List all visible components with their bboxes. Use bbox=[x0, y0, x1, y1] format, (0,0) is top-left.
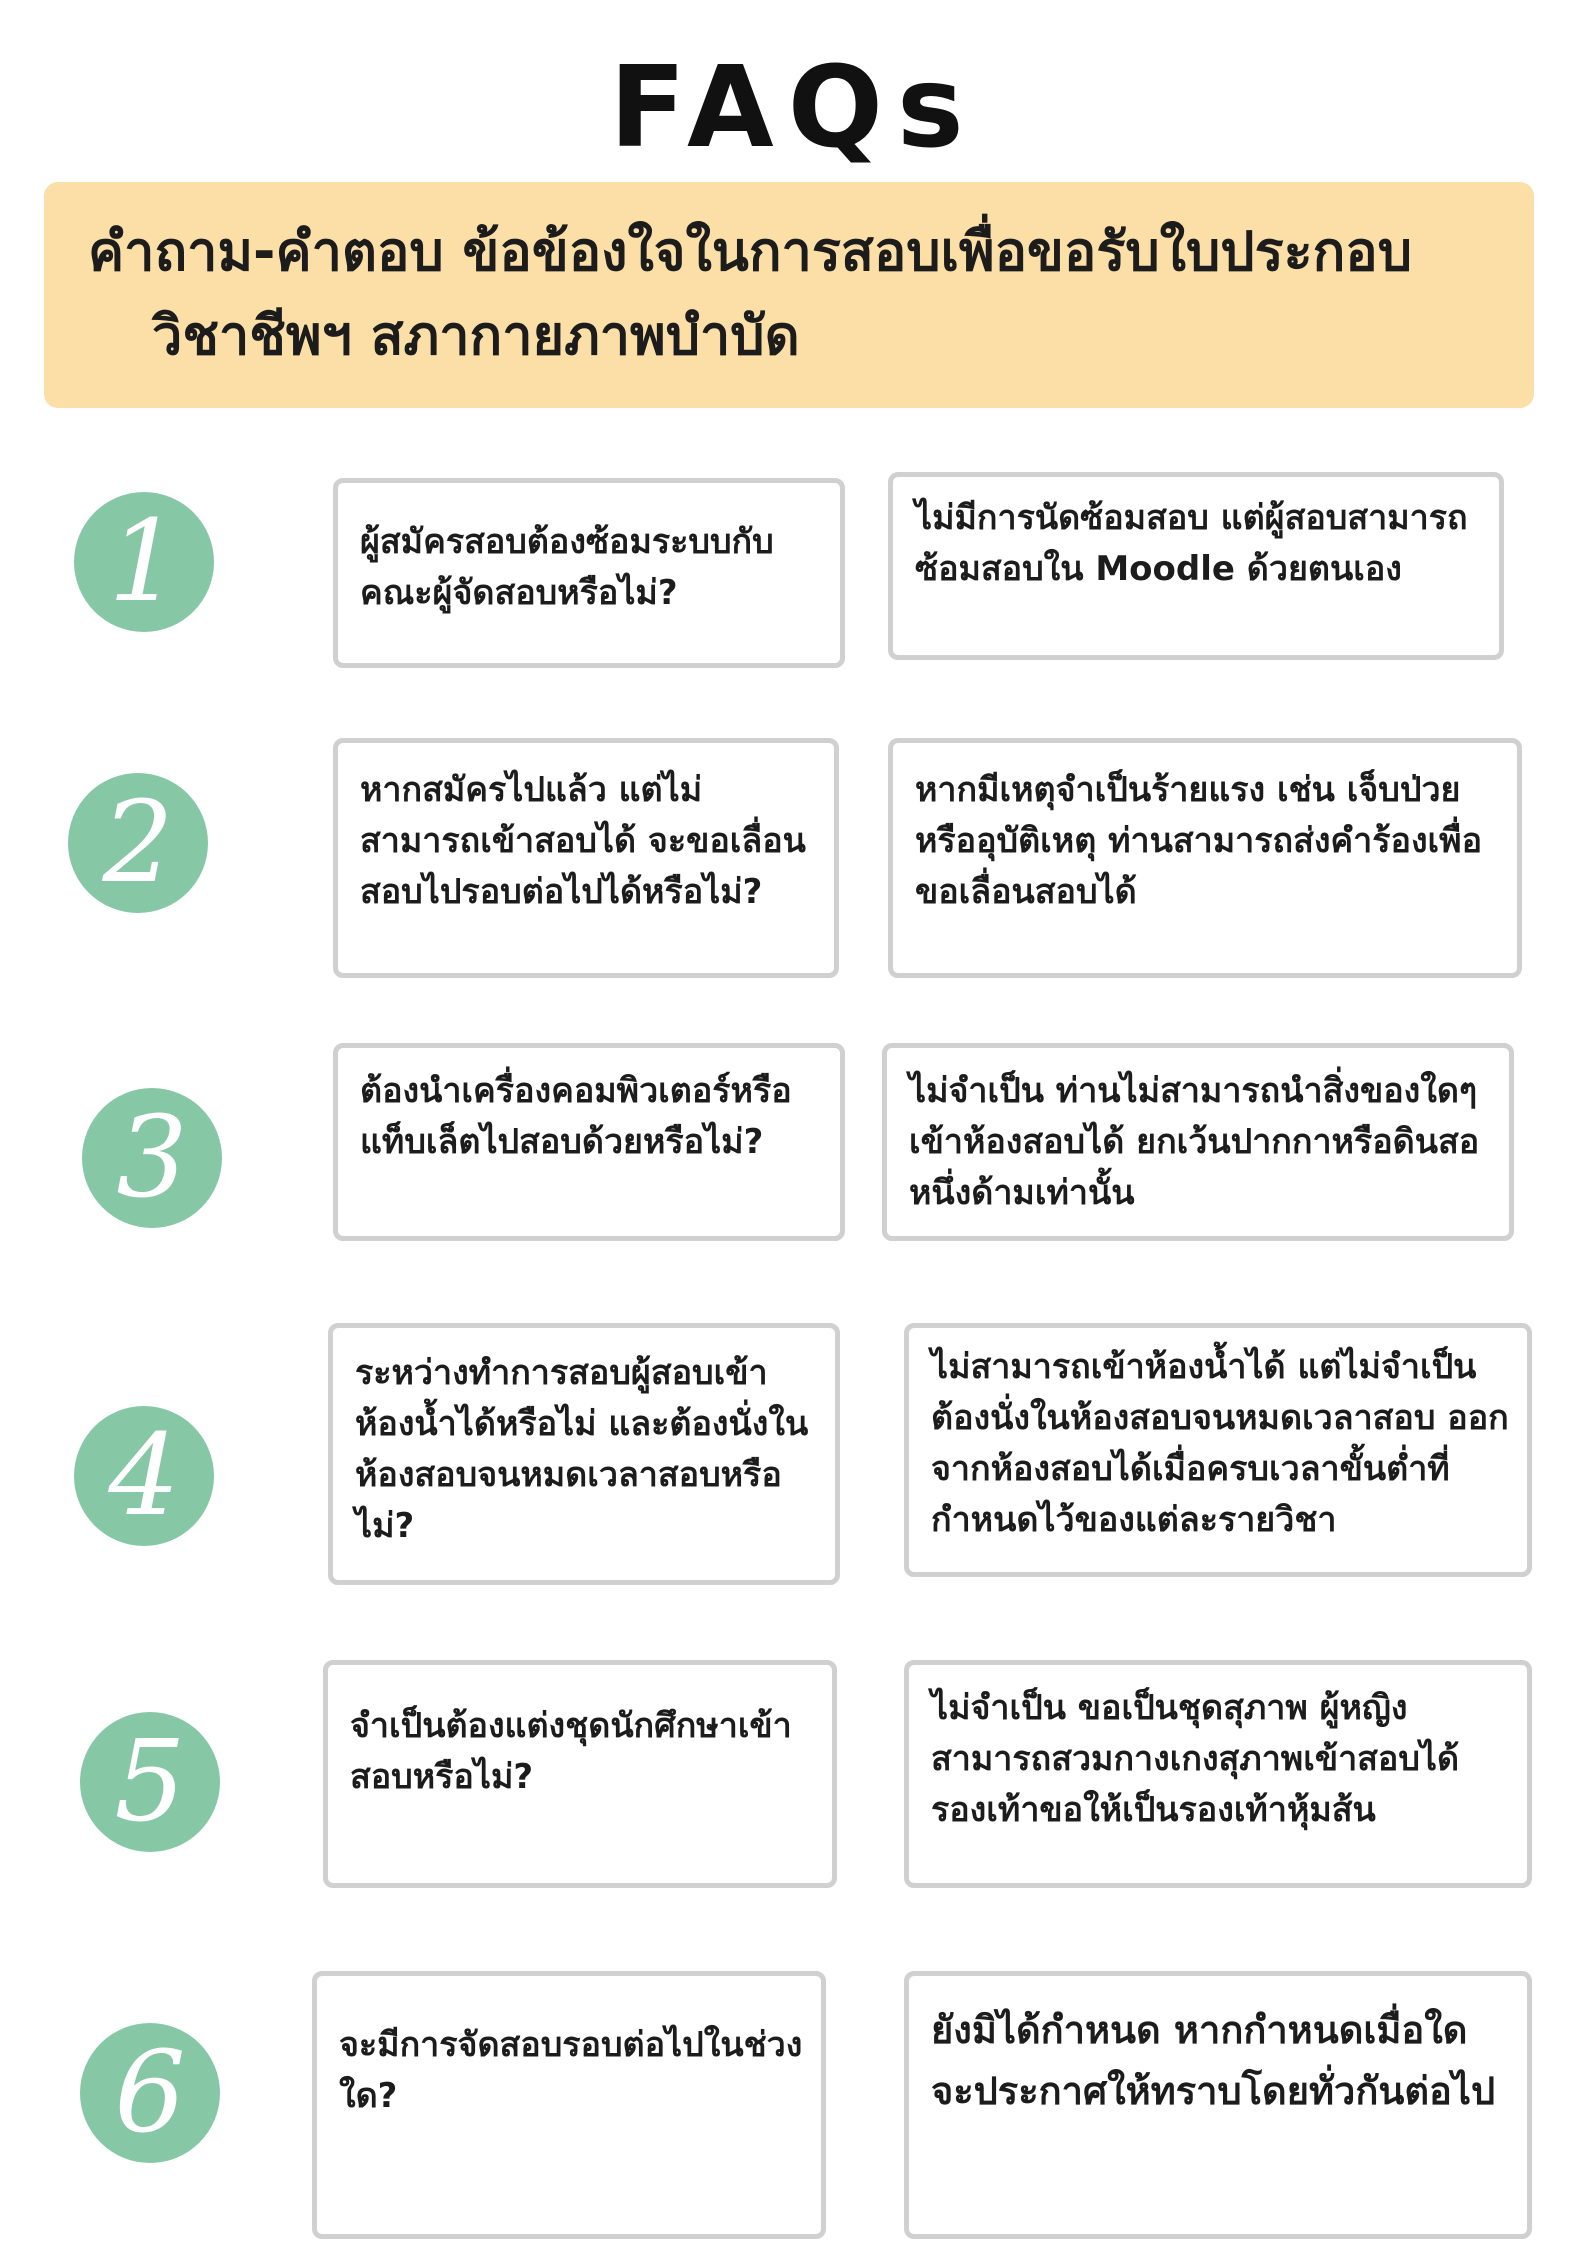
faq-6-question-card: จะมีการจัดสอบรอบต่อไปในช่วงใด? bbox=[312, 1971, 826, 2239]
faq-4-number-icon: 4 bbox=[74, 1406, 214, 1546]
page-title: FAQs bbox=[609, 43, 978, 173]
faq-5-answer-card: ไม่จำเป็น ขอเป็นชุดสุภาพ ผู้หญิงสามารถสวมกางเกงสุภาพเข้าสอบได้ รองเท้าขอให้เป็นรองเท้าหุ้มส้น bbox=[904, 1660, 1532, 1888]
faq-2-answer-card: หากมีเหตุจำเป็นร้ายแรง เช่น เจ็บป่วย หรืออุบัติเหตุ ท่านสามารถส่งคำร้องเพื่อขอเลื่อนสอบได้ bbox=[888, 738, 1522, 978]
faq-3-number-icon: 3 bbox=[82, 1088, 222, 1228]
faq-1-question-card: ผู้สมัครสอบต้องซ้อมระบบกับคณะผู้จัดสอบหรือไม่? bbox=[333, 478, 845, 668]
banner-line-1: คำถาม-คำตอบ ข้อข้องใจในการสอบเพื่อขอรับใบประกอบ bbox=[88, 220, 1412, 283]
faq-4-question-card: ระหว่างทำการสอบผู้สอบเข้าห้องน้ำได้หรือไม่ และต้องนั่งในห้องสอบจนหมดเวลาสอบหรือไม่? bbox=[328, 1323, 840, 1585]
header-banner bbox=[44, 182, 1534, 408]
faq-2-question-card: หากสมัครไปแล้ว แต่ไม่สามารถเข้าสอบได้ จะขอเลื่อนสอบไปรอบต่อไปได้หรือไม่? bbox=[333, 738, 839, 978]
faq-1-answer-card: ไม่มีการนัดซ้อมสอบ แต่ผู้สอบสามารถซ้อมสอบใน Moodle ด้วยตนเอง bbox=[888, 472, 1504, 660]
faq-3-answer-card: ไม่จำเป็น ท่านไม่สามารถนำสิ่งของใดๆ เข้าห้องสอบได้ ยกเว้นปากกาหรือดินสอหนึ่งด้ามเท่านั้น bbox=[882, 1043, 1514, 1241]
faq-3-question-card: ต้องนำเครื่องคอมพิวเตอร์หรือแท็บเล็ตไปสอบด้วยหรือไม่? bbox=[333, 1043, 845, 1241]
faq-5-question-card: จำเป็นต้องแต่งชุดนักศึกษาเข้าสอบหรือไม่? bbox=[323, 1660, 837, 1888]
banner-line-2: วิชาชีพฯ สภากายภาพบำบัด bbox=[152, 304, 800, 367]
faq-6-number-icon: 6 bbox=[80, 2023, 220, 2163]
faq-5-number-icon: 5 bbox=[80, 1712, 220, 1852]
faq-4-answer-card: ไม่สามารถเข้าห้องน้ำได้ แต่ไม่จำเป็นต้องนั่งในห้องสอบจนหมดเวลาสอบ ออกจากห้องสอบได้เมื่อครบเวลาขั้นต่ำที่กำหนดไว้ของแต่ละรายวิชา bbox=[904, 1323, 1532, 1577]
faq-2-number-icon: 2 bbox=[68, 773, 208, 913]
faq-6-answer-card: ยังมิได้กำหนด หากกำหนดเมื่อใด จะประกาศให้ทราบโดยทั่วกันต่อไป bbox=[904, 1971, 1532, 2239]
faq-1-number-icon: 1 bbox=[74, 492, 214, 632]
